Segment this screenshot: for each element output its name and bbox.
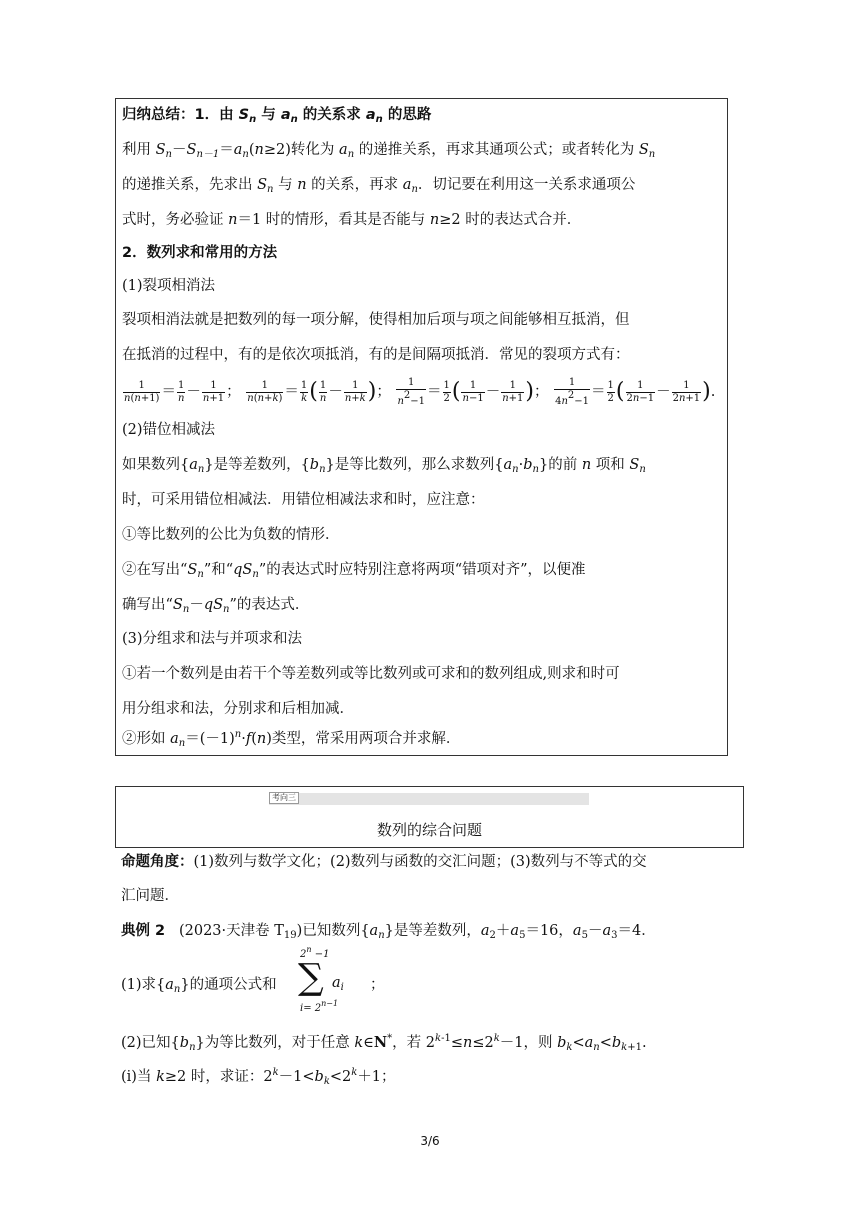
method3-line3: ②形如 $a_n=(-1)^n\cdot f(n)$类型，常采用两项合并求解． bbox=[122, 729, 461, 749]
method2-line1: 如果数列$\{a_n\}$是等差数列，$\{b_n\}$是等比数列，那么求数列$\{a_n\cdot b_n\}$的前 n 项和 $S_n$ bbox=[122, 457, 646, 475]
summary-box bbox=[115, 98, 728, 756]
method2-line3: ①等比数列的公比为负数的情形． bbox=[122, 527, 340, 543]
example-header: 典例 2 (2023·天津卷 $T_{19}$)已知数列$\{a_n\}$是等差数列，$a_2+a_5=16$，$a_5-a_3=4$． bbox=[121, 923, 656, 941]
angle-line1: 命题角度：(1)数列与数学文化；(2)数列与函数的交汇问题；(3)数列与不等式的交 bbox=[121, 854, 647, 870]
summation-formula: $2^n -1$ ∑ $i= 2^{n-1}$ $a_i$ bbox=[298, 945, 344, 1014]
method2-line4: ②在写出“$S_n$”和“$qS_n$”的表达式时应特别注意将两项“错项对齐”，以便准 bbox=[122, 562, 586, 580]
section-tag: 考向三 bbox=[269, 792, 299, 804]
summary-p1-line3: 式时，务必验证 n＝1 时的情形，看其是否能与 n≥2 时的表达式合并． bbox=[122, 212, 582, 228]
method2-line5: 确写出“$S_n-qS_n$”的表达式． bbox=[122, 597, 310, 615]
summary-p1-line2: 的递推关系，先求出 $S_n$ 与 n 的关系，再求 $a_n$．切记要在利用这一关系求通项公 bbox=[122, 177, 636, 195]
question-2: (2)已知$\{b_n\}$为等比数列，对于任意 k∈N*，若 $2^{k-1}\le n\le 2^k-1$，则 $b_k<a_n<b_{k+1}$. bbox=[121, 1033, 647, 1053]
method1-line2: 在抵消的过程中，有的是依次项抵消，有的是间隔项抵消．常见的裂项方式有： bbox=[122, 347, 630, 363]
section-header-box bbox=[115, 786, 744, 848]
page-number: 3/6 bbox=[420, 1134, 440, 1148]
method1-line1: 裂项相消法就是把数列的每一项分解，使得相加后项与项之间能够相互抵消，但 bbox=[122, 312, 630, 328]
section-tag-strip bbox=[269, 793, 589, 805]
method3-title: (3)分组求和法与并项求和法 bbox=[122, 631, 303, 647]
method3-line1: ①若一个数列是由若干个等差数列或等比数列或可求和的数列组成,则求和时可 bbox=[122, 666, 620, 682]
split-formulas: $\frac{1}{n(n+1)}$ ＝ $\frac{1}{n}$ － $\frac{1}{n+1}$ ； $\frac{1}{n(n+k)}$ ＝ $\frac{1}{k}$ ( $\frac{1}{n}$ － $\frac{1}{n+k}$ )； $\frac{1}{n2-1}$ ＝ $\frac{1}{2}$ ( $\frac{1}{n-1}$ － $\frac{1}{n+1}$ )； $\frac{1}{4n2-1}$ ＝ $\frac{1}{2}$ ( $\frac{1}{2n-1}$ － $\frac{1}{2n+1}$ ). bbox=[124, 376, 716, 407]
method3-line2: 用分组求和法，分别求和后相加减． bbox=[122, 701, 354, 717]
method1-title: (1)裂项相消法 bbox=[122, 278, 216, 294]
question-1-tail: ； bbox=[370, 977, 385, 993]
method2-title: (2)错位相减法 bbox=[122, 422, 216, 438]
method2-line2: 时，可采用错位相减法．用错位相减法求和时，应注意： bbox=[122, 492, 485, 508]
question-1: (1)求$\{a_n\}$的通项公式和 bbox=[121, 977, 277, 995]
methods-heading: 2．数列求和常用的方法 bbox=[122, 245, 278, 261]
angle-line2: 汇问题． bbox=[121, 888, 179, 904]
question-2-i: (ⅰ)当 k≥2 时，求证：$2^k-1<b_k<2^k+1$； bbox=[121, 1067, 396, 1087]
section-title: 数列的综合问题 bbox=[376, 821, 482, 839]
summary-p1-line1: 利用 $S_n-S_{n-1}=a_n(n\ge 2)$转化为 $a_n$ 的递推关系，再求其通项公式；或者转化为 $S_n$ bbox=[122, 142, 656, 160]
summary-title: 归纳总结：1．由 $S_n$ 与 $a_n$ 的关系求 $a_n$ 的思路 bbox=[122, 107, 432, 125]
